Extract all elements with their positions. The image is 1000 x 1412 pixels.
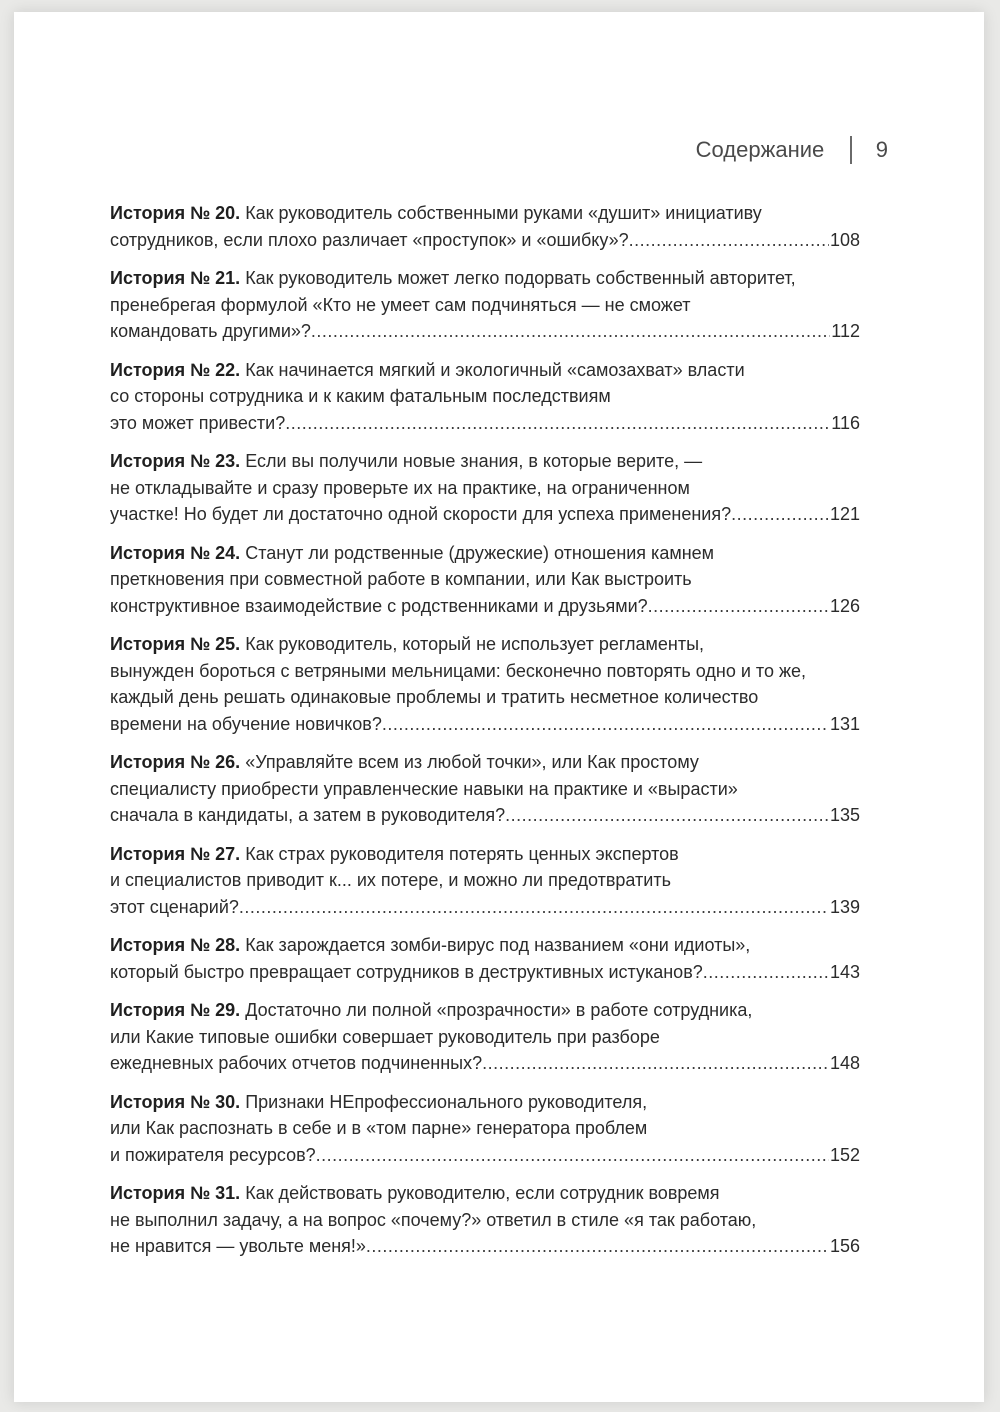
toc-entry-text (110, 1092, 647, 1112)
toc-entry-text: и пожирателя ресурсов? (110, 1144, 316, 1165)
toc-entry (110, 631, 860, 737)
dot-leader (629, 227, 829, 254)
toc-entry-text (110, 1183, 720, 1203)
dot-leader (731, 501, 829, 528)
toc-entry-text: времени на обучение новичков? (110, 713, 382, 734)
toc-entry-line (110, 292, 860, 319)
toc-entry-text: который быстро превращает сотрудников в деструктивных истуканов? (110, 961, 703, 982)
toc-entry-last-line (110, 959, 860, 986)
toc-entry-text: не откладывайте и сразу проверьте их на практике, на ограниченном (110, 477, 690, 498)
toc-entry-page: 148 (829, 1053, 860, 1073)
toc-entry-text: или Какие типовые ошибки совершает руководитель при разборе (110, 1026, 660, 1047)
toc-entry-page: 126 (829, 595, 860, 616)
toc-entry-page: 121 (829, 504, 860, 524)
toc-entry-text: со стороны сотрудника и к каким фатальным последствиям (110, 386, 611, 406)
dot-leader (311, 318, 830, 345)
toc-entry (110, 932, 860, 985)
toc-entry-title-text: Как начинается мягкий и экологичный «самозахват» власти (240, 359, 745, 380)
toc-entry-text (110, 634, 704, 654)
toc-entry-text: или Как распознать в себе и в «том парне» генератора проблем (110, 1118, 648, 1138)
dot-leader (239, 894, 829, 921)
toc-entry-line (110, 867, 860, 894)
toc-entry-line (110, 540, 860, 567)
toc-entry-title-text: Как руководитель может легко подорвать собственный авторитет, (240, 268, 796, 288)
dot-leader (648, 593, 829, 620)
toc-entry-text: сотрудников, если плохо различает «проступок» и «ошибку»? (110, 229, 629, 250)
toc-entry-page: 139 (829, 896, 860, 917)
toc-entry-text: специалисту приобрести управленческие навыки на практике и «вырасти» (110, 778, 738, 799)
toc-entry-line (110, 684, 860, 711)
toc-entry-label: История № 20. (110, 203, 241, 223)
dot-leader (482, 1050, 829, 1077)
toc-entry-text (110, 752, 699, 772)
toc-entry-title-text: Как руководитель собственными руками «душит» инициативу (240, 203, 762, 223)
section-title: Содержание (695, 137, 825, 162)
dot-leader (316, 1142, 829, 1169)
toc-entry-text: не нравится — увольте меня!» (110, 1236, 366, 1256)
dot-leader (382, 711, 829, 738)
toc-entry-line (110, 566, 860, 593)
toc-entry-last-line (110, 711, 860, 738)
toc-entry-label: История № 24. (110, 542, 241, 563)
toc-entry (110, 357, 860, 437)
dot-leader (505, 802, 829, 829)
toc-entry-title-text: Как страх руководителя потерять ценных экспертов (240, 843, 679, 864)
toc-entry-line (110, 776, 860, 803)
toc-entry (110, 200, 860, 253)
toc-entry-text (110, 543, 714, 563)
toc-entry-label: История № 31. (110, 1183, 241, 1203)
toc-entry-line (110, 997, 860, 1024)
toc-entry-page: 156 (829, 1236, 860, 1256)
toc-entry-line (110, 749, 860, 776)
toc-entry-last-line (110, 1050, 860, 1077)
toc-entry-label: История № 30. (110, 1091, 241, 1112)
toc-entry-title-text: Достаточно ли полной «прозрачности» в работе сотрудника, (240, 1000, 753, 1020)
toc-entry-title-text: Как руководитель, который не использует регламенты, (240, 634, 705, 654)
toc-entry (110, 1180, 860, 1260)
toc-entry-last-line (110, 593, 860, 620)
toc-entry-title-text: Признаки НЕпрофессионального руководителя, (240, 1091, 648, 1112)
toc-entry-label: История № 23. (110, 451, 241, 471)
toc-entry-text (110, 844, 679, 864)
toc-entry-last-line (110, 1233, 860, 1260)
toc-entry-text (110, 451, 702, 471)
toc-entry-page: 116 (831, 412, 860, 433)
toc-entry-text (110, 268, 796, 288)
toc-entry-label: История № 27. (110, 843, 241, 864)
toc-entry-text: ежедневных рабочих отчетов подчиненных? (110, 1053, 483, 1073)
toc-entry-label: История № 28. (110, 935, 241, 955)
table-of-contents (110, 200, 860, 1272)
page-number: 9 (875, 137, 888, 162)
toc-entry-page: 143 (829, 961, 860, 982)
dot-leader (366, 1233, 829, 1260)
toc-entry-line (110, 265, 860, 292)
toc-entry-text: каждый день решать одинаковые проблемы и тратить несметное количество (110, 687, 759, 707)
dot-leader (285, 410, 830, 437)
toc-entry-line (110, 1024, 860, 1051)
toc-entry-text: не выполнил задачу, а на вопрос «почему?» ответил в стиле «я так работаю, (110, 1209, 757, 1230)
toc-entry-line (110, 448, 860, 475)
toc-entry-page: 112 (831, 321, 860, 341)
toc-entry (110, 265, 860, 345)
toc-entry-label: История № 26. (110, 752, 241, 772)
toc-entry-line (110, 631, 860, 658)
toc-entry-line (110, 383, 860, 410)
toc-entry (110, 997, 860, 1077)
toc-entry-page: 152 (829, 1144, 860, 1165)
toc-entry-page: 131 (829, 713, 860, 734)
toc-entry-line (110, 1115, 860, 1142)
toc-entry-line (110, 1180, 860, 1207)
toc-entry (110, 841, 860, 921)
toc-entry-last-line (110, 894, 860, 921)
toc-entry-line (110, 1207, 860, 1234)
toc-entry-label: История № 25. (110, 634, 241, 654)
toc-entry-text (110, 935, 750, 955)
toc-entry-line (110, 475, 860, 502)
running-header (696, 136, 888, 164)
book-page (14, 12, 984, 1402)
toc-entry-label: История № 21. (110, 268, 241, 288)
toc-entry (110, 1089, 860, 1169)
toc-entry-text: участке! Но будет ли достаточно одной скорости для успеха применения? (110, 504, 732, 524)
dot-leader (703, 959, 829, 986)
toc-entry-line (110, 841, 860, 868)
toc-entry-label: История № 29. (110, 1000, 241, 1020)
toc-entry-line (110, 658, 860, 685)
toc-entry-page: 135 (829, 805, 860, 825)
toc-entry-text: пренебрегая формулой «Кто не умеет сам подчиняться — не сможет (110, 294, 691, 315)
toc-entry-page: 108 (829, 229, 860, 250)
toc-entry-title-text: Как действовать руководителю, если сотрудник вовремя (240, 1183, 720, 1203)
header-divider (850, 136, 852, 164)
toc-entry-last-line (110, 1142, 860, 1169)
toc-entry-label: История № 22. (110, 359, 241, 380)
toc-entry-line (110, 200, 860, 227)
toc-entry-line (110, 932, 860, 959)
toc-entry-text: и специалистов приводит к... их потере, и можно ли предотвратить (110, 870, 671, 890)
toc-entry-text: сначала в кандидаты, а затем в руководителя? (110, 805, 506, 825)
toc-entry-line (110, 357, 860, 384)
toc-entry-text: вынужден бороться с ветряными мельницами: бесконечно повторять одно и то же, (110, 660, 807, 681)
toc-entry-text: этот сценарий? (110, 896, 239, 917)
toc-entry-title-text: Как зарождается зомби-вирус под названием «они идиоты», (240, 935, 751, 955)
toc-entry (110, 448, 860, 528)
toc-entry-last-line (110, 318, 860, 345)
toc-entry-text (110, 1000, 752, 1020)
toc-entry-text: преткновения при совместной работе в компании, или Как выстроить (110, 569, 692, 589)
toc-entry-last-line (110, 410, 860, 437)
toc-entry-text: командовать другими»? (110, 321, 311, 341)
toc-entry-line (110, 1089, 860, 1116)
toc-entry-title-text: «Управляйте всем из любой точки», или Как простому (240, 752, 699, 772)
toc-entry-text: это может привести? (110, 412, 286, 433)
toc-entry-last-line (110, 501, 860, 528)
toc-entry-title-text: Если вы получили новые знания, в которые верите, — (240, 451, 703, 471)
toc-entry-text: конструктивное взаимодействие с родственниками и друзьями? (110, 595, 648, 616)
toc-entry-last-line (110, 227, 860, 254)
toc-entry-last-line (110, 802, 860, 829)
toc-entry-text (110, 203, 762, 223)
toc-entry (110, 749, 860, 829)
toc-entry-text (110, 360, 745, 380)
toc-entry (110, 540, 860, 620)
toc-entry-title-text: Станут ли родственные (дружеские) отношения камнем (240, 542, 715, 563)
